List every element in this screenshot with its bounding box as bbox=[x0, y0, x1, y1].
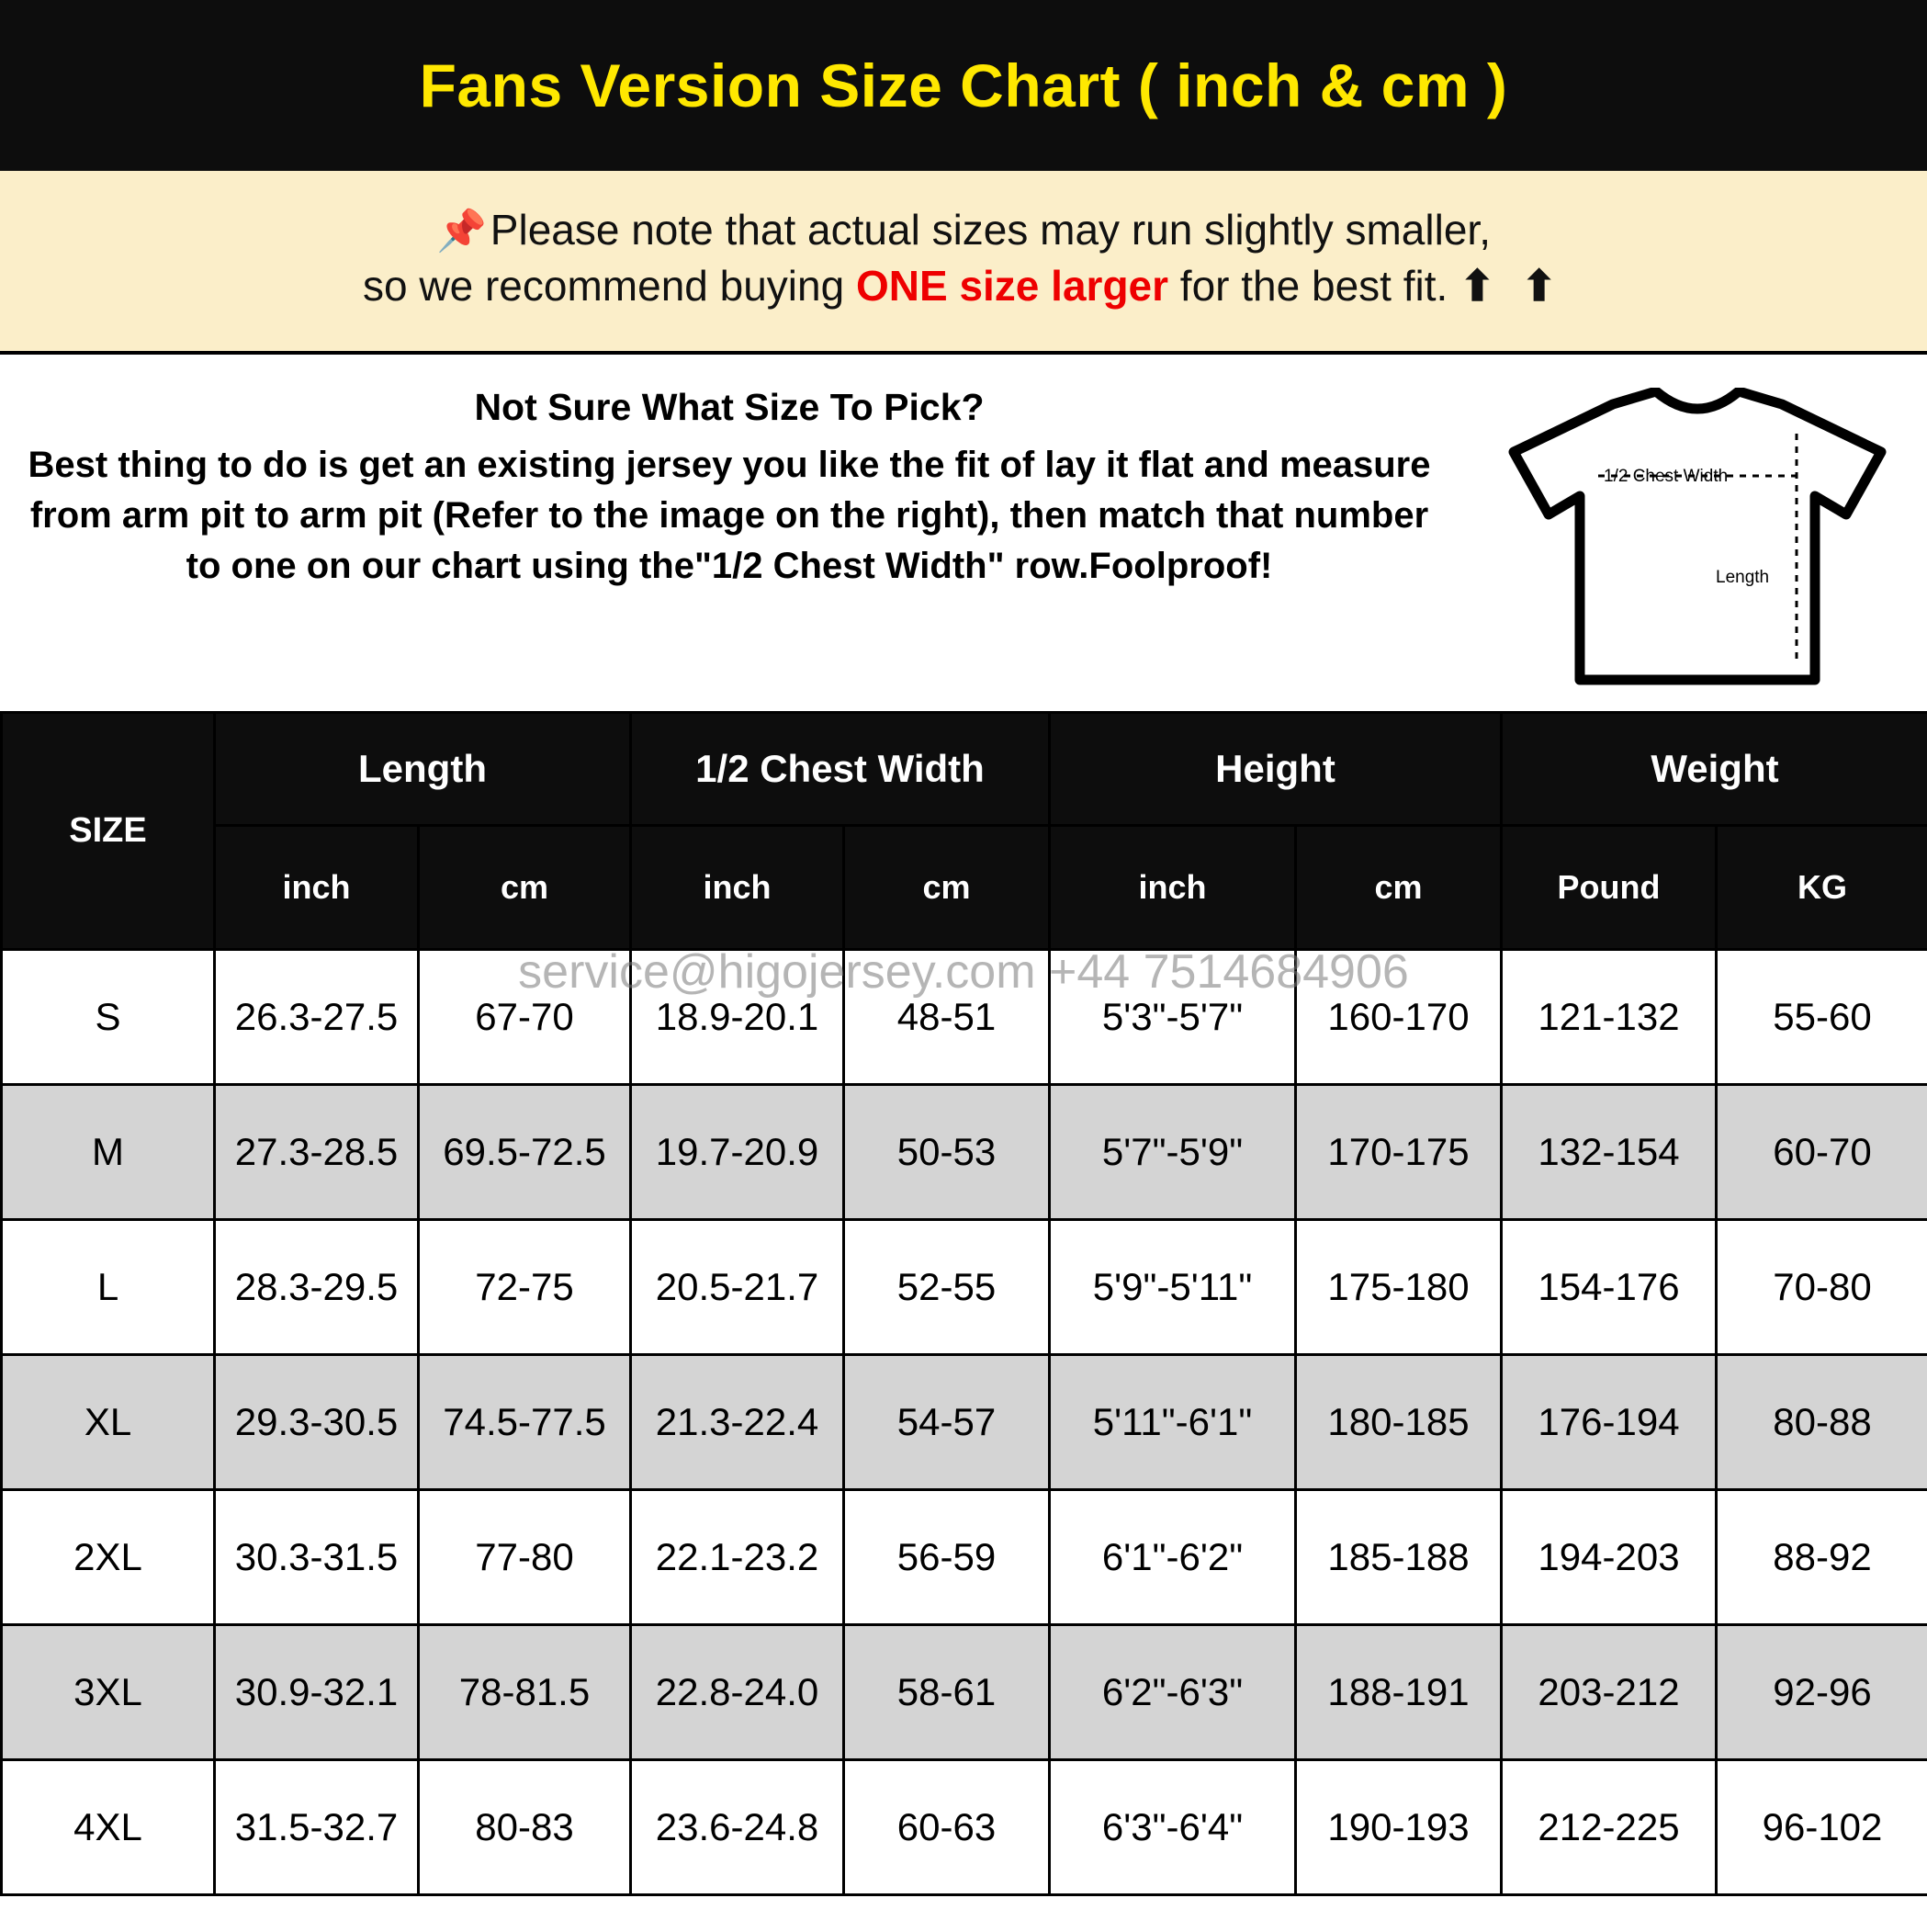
note-text-1: Please note that actual sizes may run slightly smaller, bbox=[490, 206, 1491, 254]
cell-size: M bbox=[2, 1084, 215, 1219]
header-group-weight: Weight bbox=[1502, 712, 1927, 825]
cell-weight-kg: 92-96 bbox=[1717, 1624, 1927, 1759]
help-title: Not Sure What Size To Pick? bbox=[474, 385, 985, 428]
cell-weight-kg: 80-88 bbox=[1717, 1354, 1927, 1489]
note-emphasis: ONE size larger bbox=[855, 262, 1169, 311]
cell-height-cm: 180-185 bbox=[1296, 1354, 1502, 1489]
cell-chest-cm: 56-59 bbox=[844, 1489, 1050, 1624]
help-section bbox=[0, 355, 1927, 711]
cell-chest-cm: 50-53 bbox=[844, 1084, 1050, 1219]
table-row bbox=[2, 949, 1927, 1084]
header-unit-weight-kg: KG bbox=[1717, 825, 1927, 949]
cell-weight-pound: 212-225 bbox=[1502, 1759, 1717, 1894]
cell-height-cm: 160-170 bbox=[1296, 949, 1502, 1084]
header-group-row bbox=[2, 712, 1927, 825]
cell-size: S bbox=[2, 949, 215, 1084]
cell-height-inch: 6'3"-6'4" bbox=[1050, 1759, 1296, 1894]
cell-weight-pound: 194-203 bbox=[1502, 1489, 1717, 1624]
cell-weight-kg: 88-92 bbox=[1717, 1489, 1927, 1624]
cell-chest-cm: 52-55 bbox=[844, 1219, 1050, 1354]
cell-length-cm: 78-81.5 bbox=[419, 1624, 631, 1759]
header-size: SIZE bbox=[2, 712, 215, 949]
size-table bbox=[0, 711, 1927, 1896]
cell-chest-inch: 22.8-24.0 bbox=[631, 1624, 844, 1759]
cell-height-inch: 6'2"-6'3" bbox=[1050, 1624, 1296, 1759]
cell-weight-kg: 60-70 bbox=[1717, 1084, 1927, 1219]
title-bar bbox=[0, 0, 1927, 171]
help-text-block bbox=[0, 380, 1468, 593]
note-line-1 bbox=[0, 202, 1927, 258]
cell-height-inch: 5'9"-5'11" bbox=[1050, 1219, 1296, 1354]
cell-weight-kg: 55-60 bbox=[1717, 949, 1927, 1084]
tshirt-diagram bbox=[1468, 380, 1927, 691]
chest-width-label: 1/2 Chest Width bbox=[1604, 466, 1729, 486]
help-body: Best thing to do is get an existing jersey you like the fit of lay it flat and measure from arm pit to arm pit (Refer to the image on the right), then match that number to one on our chart using the"1/2 Chest Width" row.Foolproof! bbox=[28, 444, 1431, 587]
tshirt-icon bbox=[1495, 388, 1899, 691]
cell-height-cm: 185-188 bbox=[1296, 1489, 1502, 1624]
cell-length-cm: 67-70 bbox=[419, 949, 631, 1084]
cell-weight-pound: 203-212 bbox=[1502, 1624, 1717, 1759]
cell-height-cm: 170-175 bbox=[1296, 1084, 1502, 1219]
note-text-2a: so we recommend buying bbox=[363, 262, 856, 311]
cell-chest-cm: 54-57 bbox=[844, 1354, 1050, 1489]
cell-length-inch: 26.3-27.5 bbox=[215, 949, 419, 1084]
cell-chest-cm: 58-61 bbox=[844, 1624, 1050, 1759]
table-head bbox=[2, 712, 1927, 949]
table-row bbox=[2, 1354, 1927, 1489]
table-row bbox=[2, 1489, 1927, 1624]
length-label: Length bbox=[1716, 567, 1770, 587]
header-group-length: Length bbox=[215, 712, 631, 825]
header-unit-chest-inch: inch bbox=[631, 825, 844, 949]
cell-chest-cm: 48-51 bbox=[844, 949, 1050, 1084]
contact-watermark: service@higojersey.com +44 7514684906 bbox=[518, 945, 1409, 999]
cell-length-inch: 29.3-30.5 bbox=[215, 1354, 419, 1489]
cell-length-inch: 28.3-29.5 bbox=[215, 1219, 419, 1354]
cell-length-inch: 27.3-28.5 bbox=[215, 1084, 419, 1219]
cell-height-cm: 190-193 bbox=[1296, 1759, 1502, 1894]
cell-weight-pound: 132-154 bbox=[1502, 1084, 1717, 1219]
cell-chest-cm: 60-63 bbox=[844, 1759, 1050, 1894]
cell-chest-inch: 21.3-22.4 bbox=[631, 1354, 844, 1489]
note-text-2b: for the best fit. bbox=[1168, 262, 1448, 311]
cell-height-inch: 6'1"-6'2" bbox=[1050, 1489, 1296, 1624]
header-unit-length-inch: inch bbox=[215, 825, 419, 949]
cell-size: 2XL bbox=[2, 1489, 215, 1624]
cell-height-inch: 5'3"-5'7" bbox=[1050, 949, 1296, 1084]
header-unit-chest-cm: cm bbox=[844, 825, 1050, 949]
header-unit-row bbox=[2, 825, 1927, 949]
cell-length-cm: 69.5-72.5 bbox=[419, 1084, 631, 1219]
cell-weight-pound: 176-194 bbox=[1502, 1354, 1717, 1489]
cell-size: L bbox=[2, 1219, 215, 1354]
cell-chest-inch: 22.1-23.2 bbox=[631, 1489, 844, 1624]
cell-length-cm: 80-83 bbox=[419, 1759, 631, 1894]
table-row bbox=[2, 1624, 1927, 1759]
cell-length-inch: 30.3-31.5 bbox=[215, 1489, 419, 1624]
cell-weight-kg: 70-80 bbox=[1717, 1219, 1927, 1354]
header-unit-height-inch: inch bbox=[1050, 825, 1296, 949]
table-row bbox=[2, 1759, 1927, 1894]
header-group-height: Height bbox=[1050, 712, 1502, 825]
cell-chest-inch: 20.5-21.7 bbox=[631, 1219, 844, 1354]
pushpin-icon: 📌 bbox=[436, 209, 487, 254]
cell-weight-pound: 154-176 bbox=[1502, 1219, 1717, 1354]
cell-weight-pound: 121-132 bbox=[1502, 949, 1717, 1084]
cell-height-cm: 188-191 bbox=[1296, 1624, 1502, 1759]
cell-size: 4XL bbox=[2, 1759, 215, 1894]
cell-length-cm: 77-80 bbox=[419, 1489, 631, 1624]
cell-length-cm: 72-75 bbox=[419, 1219, 631, 1354]
cell-length-inch: 30.9-32.1 bbox=[215, 1624, 419, 1759]
header-unit-weight-pound: Pound bbox=[1502, 825, 1717, 949]
cell-size: XL bbox=[2, 1354, 215, 1489]
cell-chest-inch: 18.9-20.1 bbox=[631, 949, 844, 1084]
cell-height-inch: 5'11"-6'1" bbox=[1050, 1354, 1296, 1489]
header-unit-length-cm: cm bbox=[419, 825, 631, 949]
note-line-2 bbox=[0, 258, 1927, 314]
cell-length-inch: 31.5-32.7 bbox=[215, 1759, 419, 1894]
cell-chest-inch: 23.6-24.8 bbox=[631, 1759, 844, 1894]
cell-size: 3XL bbox=[2, 1624, 215, 1759]
up-arrows-icon: ⬆ ⬆ bbox=[1459, 262, 1564, 311]
cell-length-cm: 74.5-77.5 bbox=[419, 1354, 631, 1489]
cell-weight-kg: 96-102 bbox=[1717, 1759, 1927, 1894]
page-title: Fans Version Size Chart ( inch & cm ) bbox=[419, 51, 1508, 119]
header-unit-height-cm: cm bbox=[1296, 825, 1502, 949]
table-row bbox=[2, 1084, 1927, 1219]
note-band bbox=[0, 171, 1927, 355]
cell-height-inch: 5'7"-5'9" bbox=[1050, 1084, 1296, 1219]
cell-height-cm: 175-180 bbox=[1296, 1219, 1502, 1354]
header-group-chest: 1/2 Chest Width bbox=[631, 712, 1050, 825]
cell-chest-inch: 19.7-20.9 bbox=[631, 1084, 844, 1219]
table-row bbox=[2, 1219, 1927, 1354]
table-body bbox=[2, 949, 1927, 1894]
